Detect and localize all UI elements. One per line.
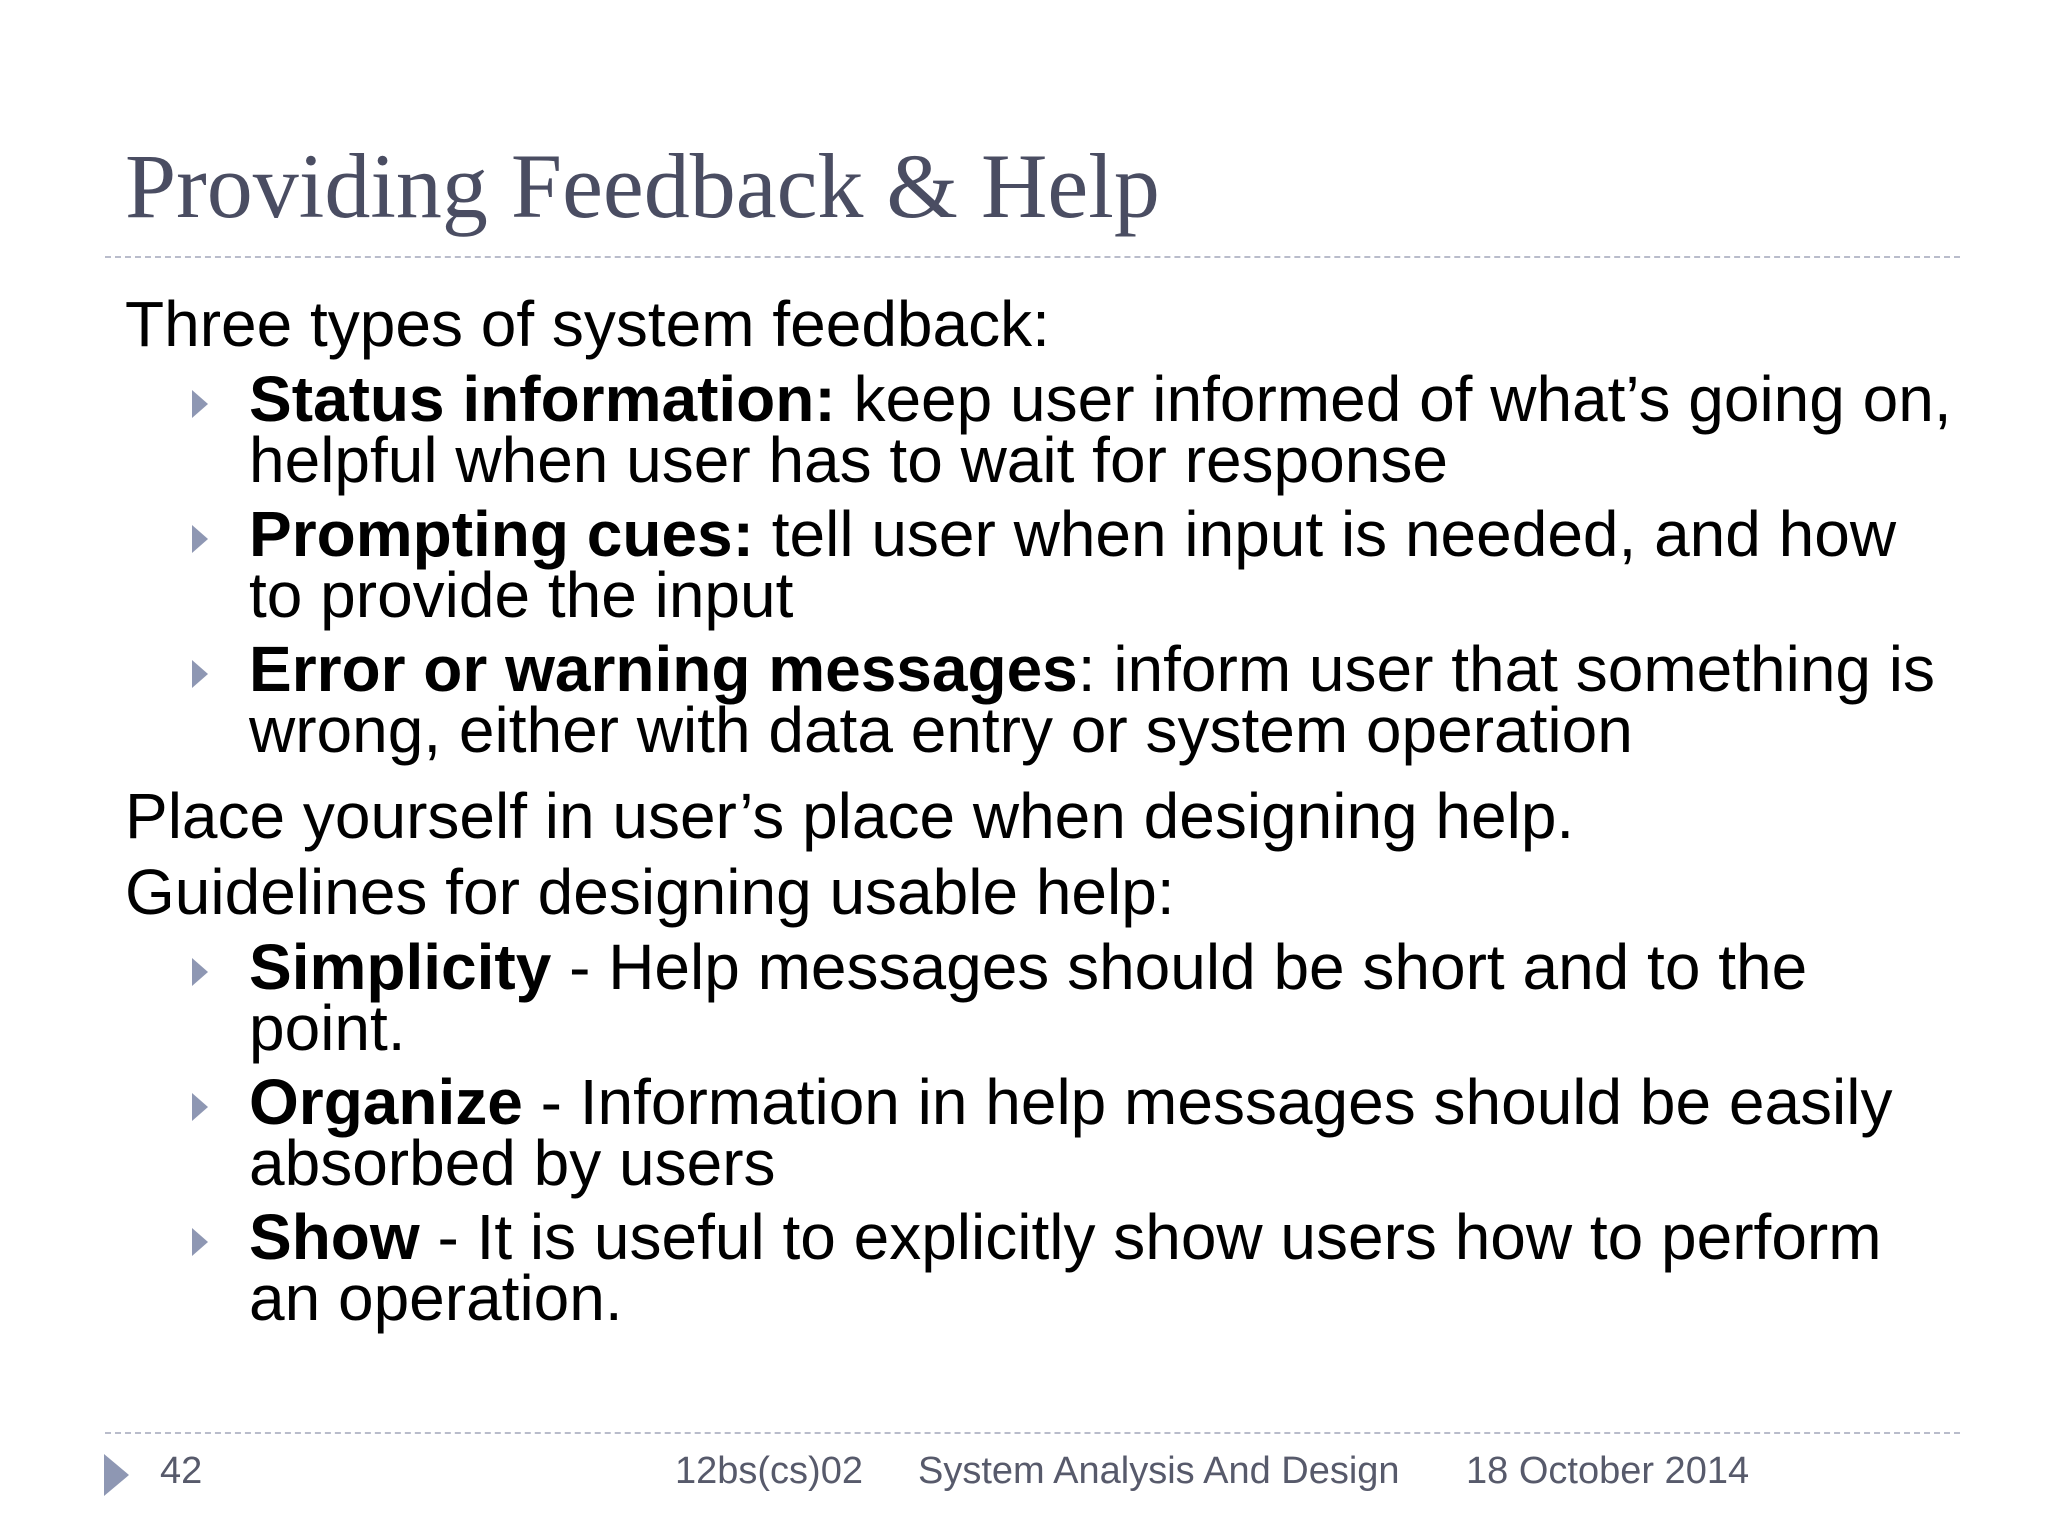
bullet-text: - Help messages should be short and to the point. — [249, 931, 1808, 1064]
bullet-term: Simplicity — [249, 931, 552, 1003]
course-code: 12bs(cs)02 — [675, 1450, 863, 1492]
bullet-arrow-icon — [192, 958, 208, 986]
list-item-organize — [125, 1066, 1965, 1199]
bullet-text: keep user informed of what’s going on, helpful when user has to wait for response — [249, 363, 1952, 496]
list-item-prompting-cues — [125, 498, 1965, 631]
bullet-text: : inform user that something is wrong, either with data entry or system operation — [249, 633, 1935, 766]
bullet-term: Show — [249, 1201, 420, 1273]
bullet-text: tell user when input is needed, and how to provide the input — [249, 498, 1897, 631]
bullet-term: Error or warning messages — [249, 633, 1078, 705]
slide-body — [125, 288, 1965, 1342]
bullet-term: Prompting cues: — [249, 498, 754, 570]
bullet-text: - It is useful to explicitly show users how to perform an operation. — [249, 1201, 1882, 1334]
guidelines-intro: Guidelines for designing usable help: — [125, 856, 1175, 928]
slide-title: Providing Feedback & Help — [125, 135, 1160, 237]
slide-date: 18 October 2014 — [1466, 1450, 1750, 1492]
bullet-arrow-icon — [192, 1093, 208, 1121]
course-name: System Analysis And Design — [918, 1450, 1400, 1492]
bullet-term: Organize — [249, 1066, 523, 1138]
list-item-show — [125, 1201, 1965, 1334]
bullet-arrow-icon — [192, 525, 208, 553]
feedback-intro: Three types of system feedback: — [125, 288, 1050, 360]
bullet-arrow-icon — [192, 390, 208, 418]
bullet-text: - Information in help messages should be easily absorbed by users — [249, 1066, 1893, 1199]
footer-divider — [105, 1432, 1960, 1434]
list-item-simplicity — [125, 931, 1965, 1064]
footer-arrow-icon — [104, 1454, 129, 1496]
help-statement: Place yourself in user’s place when designing help. — [125, 780, 1575, 852]
list-item-error-messages — [125, 633, 1965, 766]
list-item-status-information — [125, 363, 1965, 496]
bullet-arrow-icon — [192, 660, 208, 688]
bullet-term: Status information: — [249, 363, 836, 435]
bullet-arrow-icon — [192, 1228, 208, 1256]
title-divider — [105, 256, 1960, 258]
page-number: 42 — [160, 1450, 203, 1492]
